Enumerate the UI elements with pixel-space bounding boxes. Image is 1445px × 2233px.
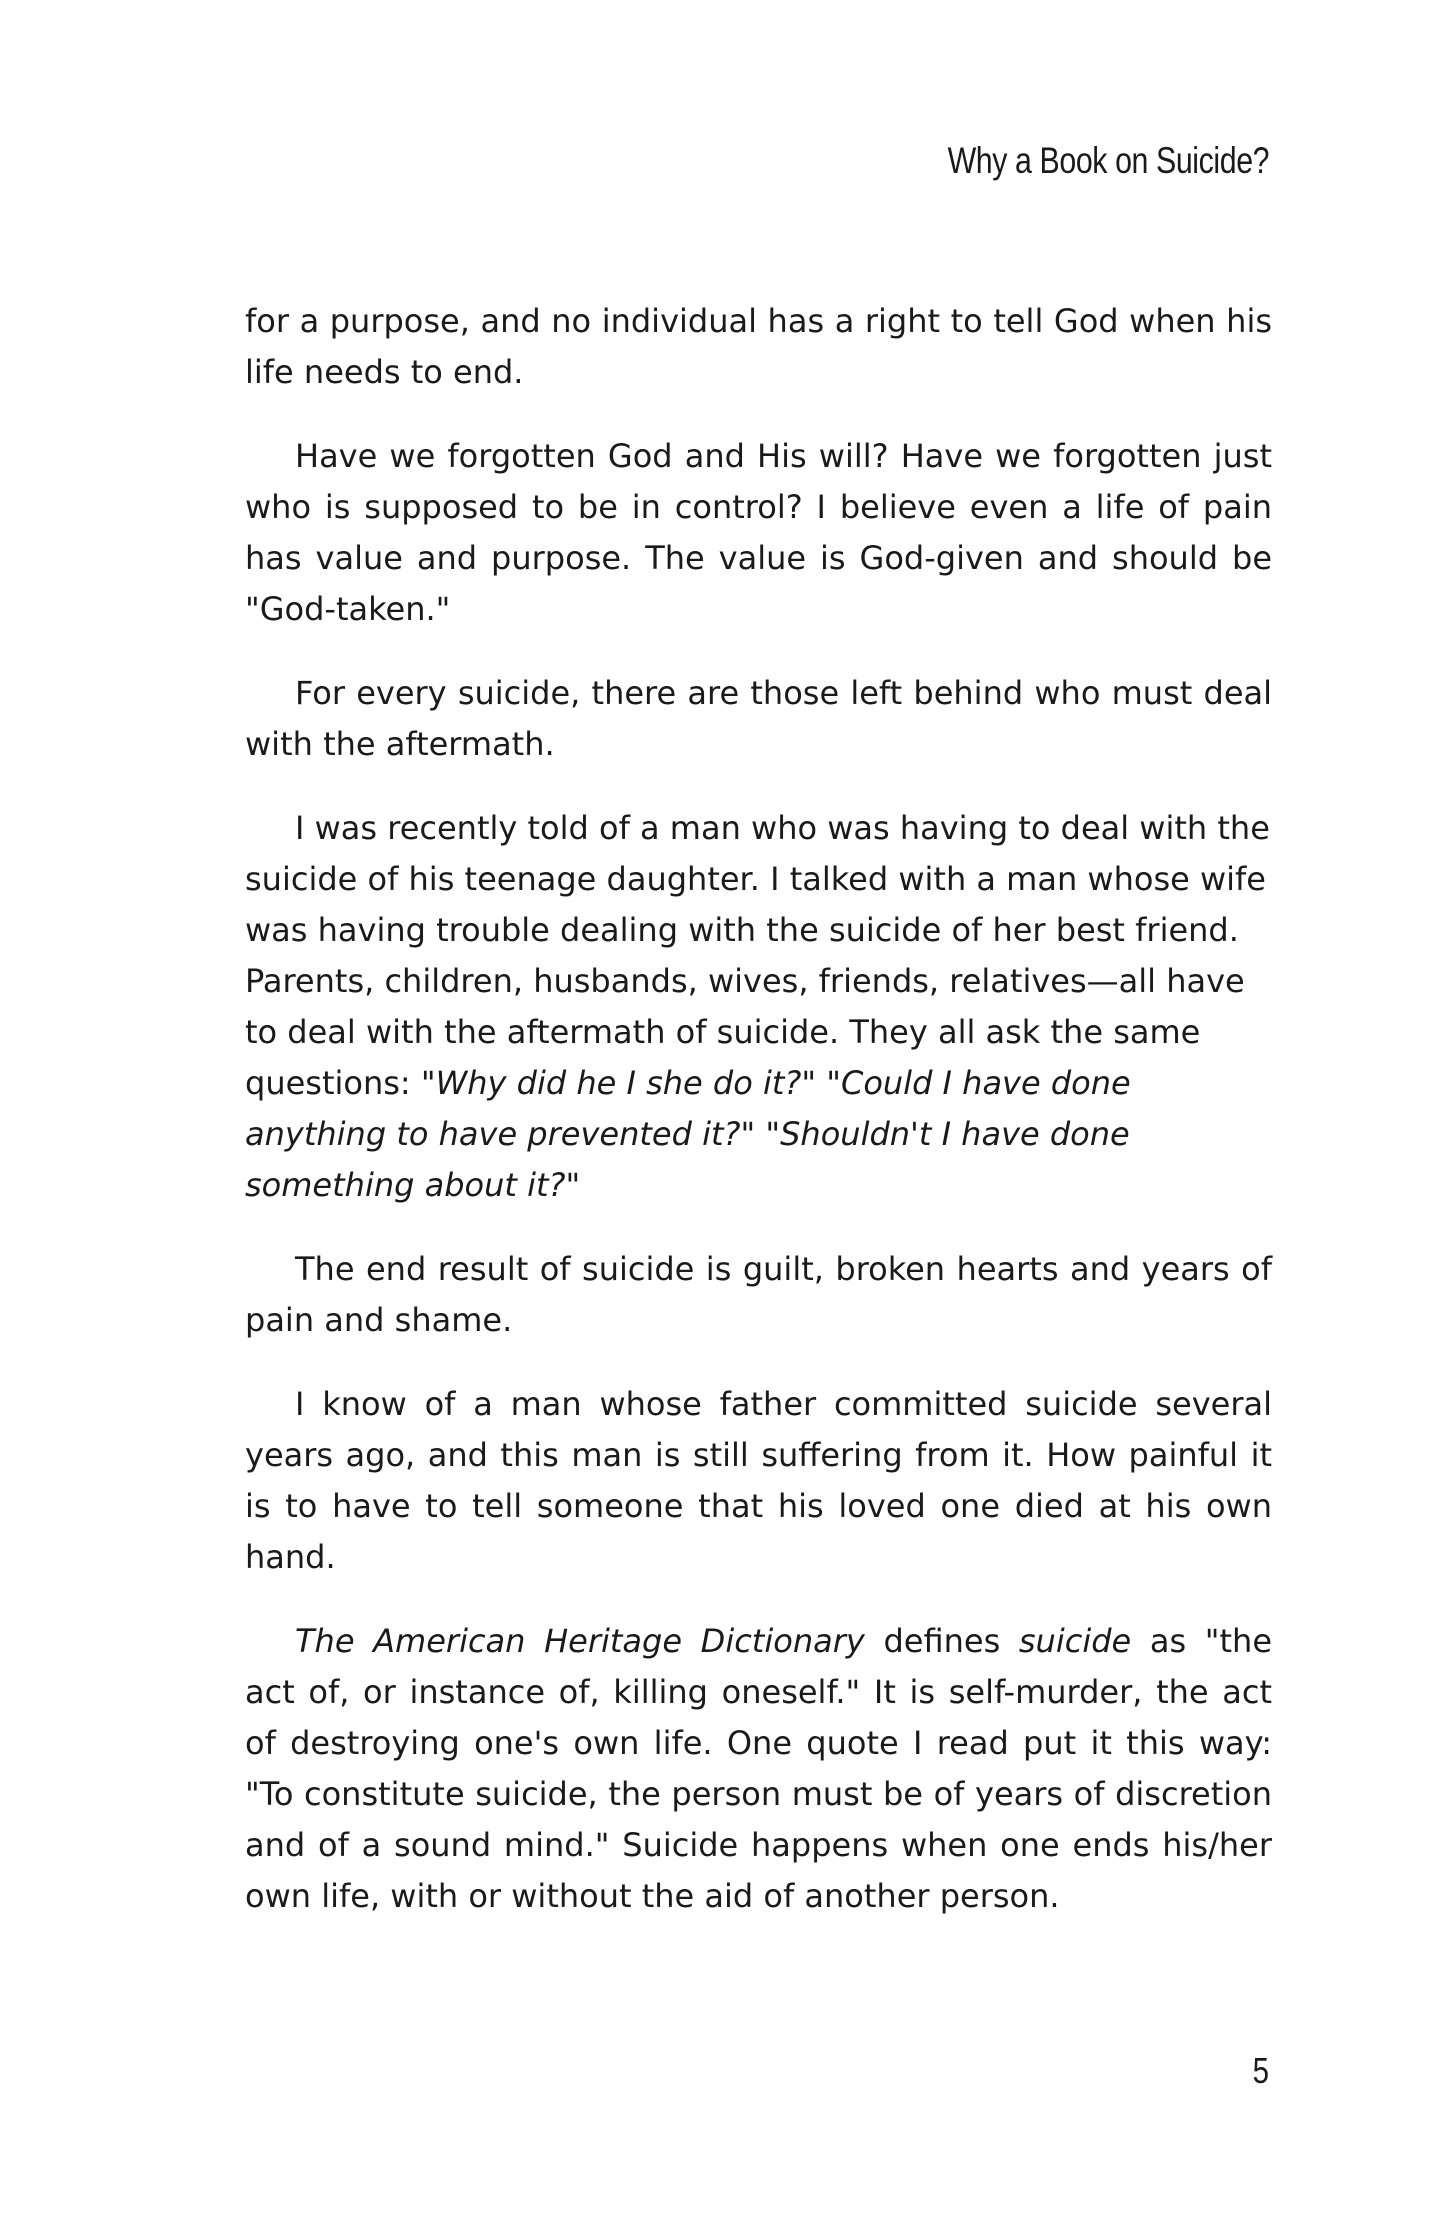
paragraph-3: For every suicide, there are those left behind who must deal with the aftermath. (245, 674, 1272, 763)
paragraph-7 (245, 1616, 1272, 1922)
paragraph-7-text-a: defines (864, 1622, 1019, 1660)
dictionary-title: The American Heritage Dictionary (295, 1622, 865, 1660)
page-number: 5 (1252, 2050, 1269, 2091)
paragraph-4-quoted-questions: "Why did he I she do it?" "Could I have done anything to have prevented it?" "Shouldn't I have done something about it?" (245, 1064, 1131, 1204)
paragraph-1: for a purpose, and no individual has a right to tell God when his life needs to end. (245, 302, 1272, 391)
running-header-title: Why a Book on Suicide? (947, 140, 1269, 181)
paragraph-2: Have we forgotten God and His will? Have we forgotten just who is supposed to be in control? I believe even a life of pain has value and purpose. The value is God-given and should be "God-taken." (245, 437, 1272, 628)
page-body (245, 296, 1272, 1955)
paragraph-4-text: I was recently told of a man who was having to deal with the suicide of his teenage daughter. I talked with a man whose wife was having trouble dealing with the suicide of her best friend. Parents, children, husbands, wives, friends, relatives—all have to deal with the aftermath of suicide. They all ask the same questions: (245, 809, 1270, 1102)
defined-term: suicide (1018, 1622, 1132, 1660)
paragraph-6: I know of a man whose father committed suicide several years ago, and this man is still suffering from it. How painful it is to have to tell someone that his loved one died at his own hand. (245, 1385, 1272, 1576)
paragraph-5: The end result of suicide is guilt, broken hearts and years of pain and shame. (245, 1250, 1272, 1339)
paragraph-4 (245, 803, 1272, 1211)
paragraph-7-text-b: as "the act of, or instance of, killing oneself." It is self-murder, the act of destroying one's own life. One quote I read put it this way: "To constitute suicide, the person must be of years of discretion and of a sound mind." Suicide happens when one ends his/her own life, with or without the aid of another person. (245, 1622, 1272, 1915)
